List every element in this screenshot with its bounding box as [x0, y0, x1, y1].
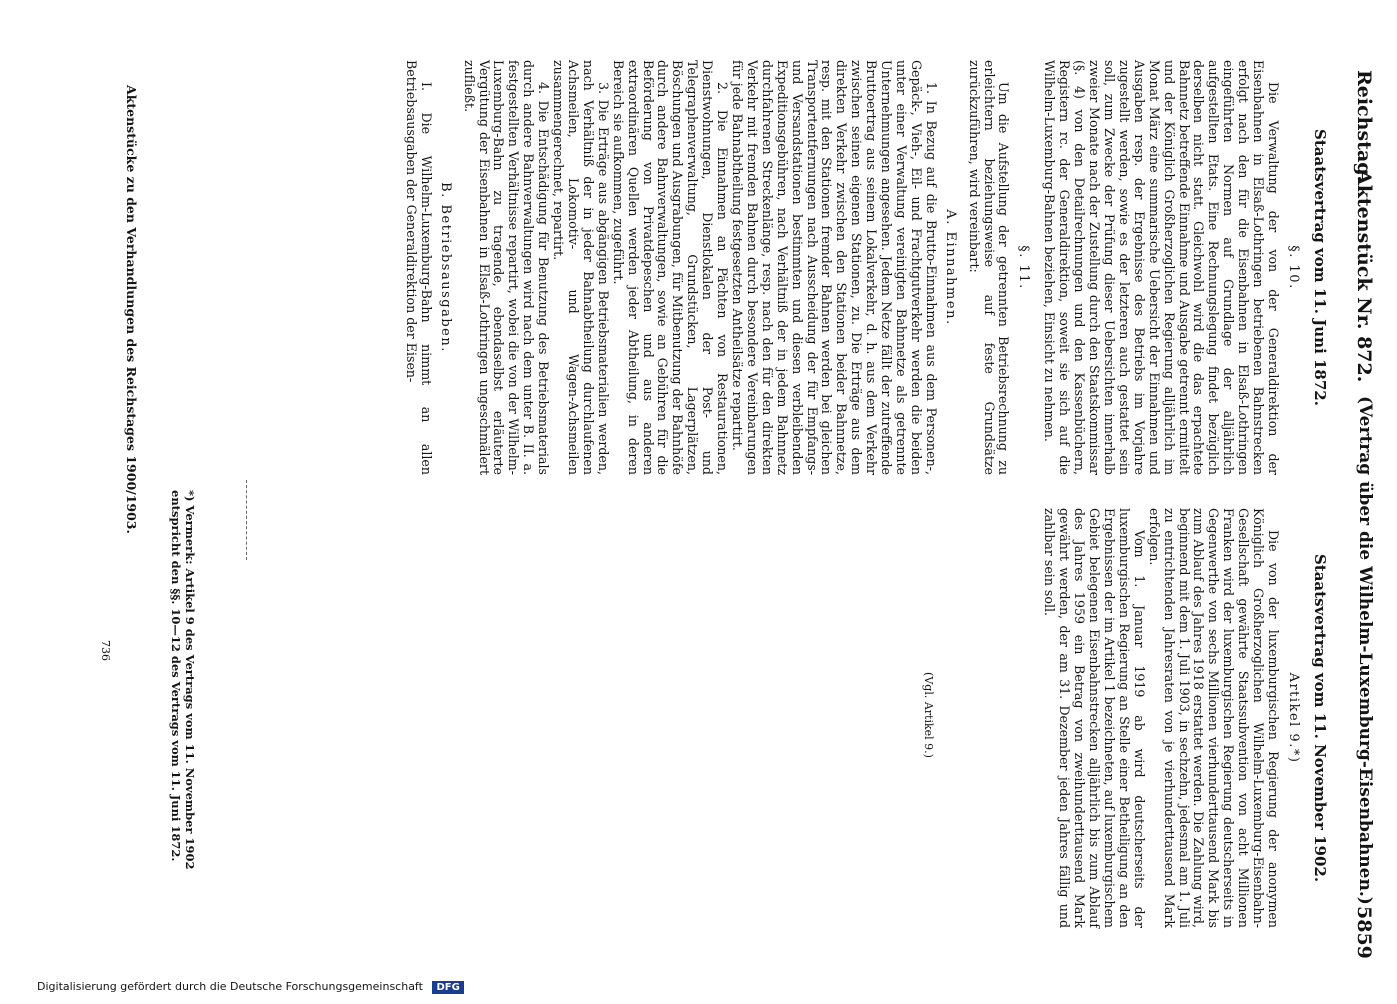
section-a-item-2: 2. Die Einnahmen an Pächten von Restaurationen, Dienstwohnungen, Dienstlokalen der Post- und Telegraphenverwaltung, Grundstücken, Lagerplätzen, Böschungen und Ausgrabungen, für Mitbenutzung der Bahnhöfe durch andere Bahnverwaltungen, sowie an Gebühren für die Beförderung von Privatdepeschen und aus anderen extraordinären Quellen werden jeder Abtheilung, in deren Bereich sie aufkommen, zugeführt. [610, 60, 731, 475]
header-right: (Vertrag über die Wilhelm-Luxemburg-Eisenbahnen.) [1355, 396, 1375, 905]
footnote-line-2: entspricht den §§. 10—12 des Vertrags vom 11. Juni 1872. [169, 490, 183, 862]
footnote-divider [246, 480, 247, 560]
article-9-paragraph-2: Vom 1. Januar 1919 ab wird deutscherseits der luxemburgischen Regierung an Stelle einer Betheiligung an den Ergebnissen der im Artikel 1 bezeichneten, auf luxemburgischem Gebiet belegenen Eisenbahnstrecken alljährlich bis zum Ablauf des Jahres 1959 ein Betrag von zweihunderttausend Mark gewährt werden, der am 31. Dezember jeden Jahres fällig und zahlbar sein soll. [1042, 508, 1147, 928]
article-9-paragraph-1: Die von der luxemburgischen Regierung der anonymen Königlich Großherzoglichen Wilhelm-Luxemburg-Eisenbahn-Gesellschaft gewährte Staatssubvention von acht Millionen Franken wird der luxemburgischen Regierung deutscherseits in Gegenwerthe von sechs Millionen vierhunderttausend Mark bis zum Ablauf des Jahres 1918 erstattet werden. Die Zahlung wird, beginnend mit dem 1. Juli 1903, in sechzehn, jedesmal am 1. Juli zu entrichtenden Jahresraten von je vierhunderttausend Mark erfolgen. [1146, 508, 1281, 928]
left-column-title: Staatsvertrag vom 11. Juni 1872. [1311, 129, 1329, 406]
section-a-item-3: 3. Die Erträge aus abgängigen Betriebsmaterialien werden, nach Verhältniß der in jeder Bahnabtheilung durchlaufenen Achsmeilen, Lokomotiv- und Wagen-Achsmeilen zusammengerechnet, repartirt. [551, 60, 611, 475]
dfg-logo: DFG [432, 981, 463, 994]
footnote-line-1: *) Vermerk: Artikel 9 des Vertrags vom 11. November 1902 [183, 490, 197, 870]
right-column [1042, 508, 1330, 928]
right-column-title: Staatsvertrag vom 11. November 1902. [1311, 553, 1329, 883]
section-11-intro: Um die Aufstellung der getrennten Betriebsrechnung zu erleichtern beziehungsweise auf feste Grundsätze zurückzuführen, wird vereinbart: [966, 60, 1012, 475]
left-column [403, 60, 1329, 475]
section-b-item-1: I. Die Wilhelm-Luxemburg-Bahn nimmt an allen Betriebsausgaben der Generaldirektion der Eisen- [403, 60, 434, 475]
section-b-heading: B. Betriebsausgaben. [437, 182, 453, 353]
digitization-note: Digitalisierung gefördert durch die Deutsche Forschungsgemeinschaft [37, 980, 423, 993]
digitization-sidebar [37, 980, 1382, 1004]
section-a-item-4: 4. Die Entschädigung für Benutzung des Betriebsmaterials durch andere Bahnverwaltungen wird nach dem unter B. II. a. festgestellten Verhältnisse repartirt, wobei die von der Wilhelm-Luxemburg-Bahn zu tragende, ebendaselbst erläuterte Vergütung der Eisenbahnen in Elsaß-Lothringen ungeschmälert zufließt. [461, 60, 552, 475]
footnote [169, 490, 197, 910]
header-center: Aktenstück Nr. 872. [1353, 170, 1375, 383]
section-11-heading: §. 11. [1016, 245, 1032, 290]
article-9-heading: Artikel 9.*) [1286, 672, 1301, 764]
section-10-text: Die Verwaltung der von der Generaldirektion der Eisenbahnen in Elsaß-Lothringen betriebenen Bahnstrecken erfolgt nach den für die Eisenbahnen in Elsaß-Lothringen eingeführten Normen auf Grundlage der alljährlich aufgestellten Etats. Eine Rechnungslegung findet bezüglich derselben nicht statt. Gleichwohl wird die das erpachtete Bahnnetz betreffende Einnahme und Ausgabe getrennt ermittelt und der Königlich Großherzoglichen Regierung alljährlich im Monat März eine summarische Uebersicht der Einnahmen und Ausgaben resp. der Ergebnisse des Betriebs im Vorjahre zugestellt werden, sowie es der letzteren auch gestattet sein soll, zum Zwecke der Prüfung dieser Uebersichten innerhalb zweier Monate nach der Zustellung durch den Staatskommissar (§. 4) von den Detailrechnungen und den Kassenbüchern, Registern rc. der Generaldirektion, soweit sie sich auf die Wilhelm-Luxemburg-Bahnen beziehen, Einsicht zu nehmen. [1042, 60, 1281, 475]
vgl-note: (Vgl. Artikel 9.) [922, 672, 935, 758]
header-left: Reichstag. [1353, 70, 1375, 183]
left-footer-title: Aktenstücke zu den Verhandlungen des Reichstages 1900/1903. [124, 85, 139, 534]
page-number: 5859 [1353, 906, 1375, 959]
bottom-page-number: 736 [99, 640, 112, 661]
section-a-heading: A. Einnahmen. [942, 209, 958, 326]
section-10-heading: §. 10. [1286, 245, 1301, 290]
section-a-item-1: 1. In Bezug auf die Brutto-Einnahmen aus dem Personen-, Gepäck-, Vieh-, Eil- und Frachtgutverkehr werden die beiden unter einer Verwaltung vereinigten Bahnnetze als getrennte Unternehmungen angesehen. Jedem Netze fällt der zutreffende Bruttoertrag aus seinem Lokalverkehr, d. h. aus dem Verkehr zwischen seinen eigenen Stationen, zu. Die Erträge aus dem direkten Verkehr zwischen den Stationen beider Bahnnetze, resp. mit den Stationen fremder Bahnen werden bei gleichen Transportentfernungen nach Ausscheidung der für Empfangs- und Versandstationen bestimmten und diesen verbleibenden Expeditionsgebühren, nach Verhältniß der in jedem Bahnnetz durchfahrenen Streckenlänge, resp. nach den für den direkten Verkehr mit fremden Bahnen durch besondere Vereinbarungen für jede Bahnabtheilung festgesetzten Antheilsätze repartirt. [730, 60, 939, 475]
